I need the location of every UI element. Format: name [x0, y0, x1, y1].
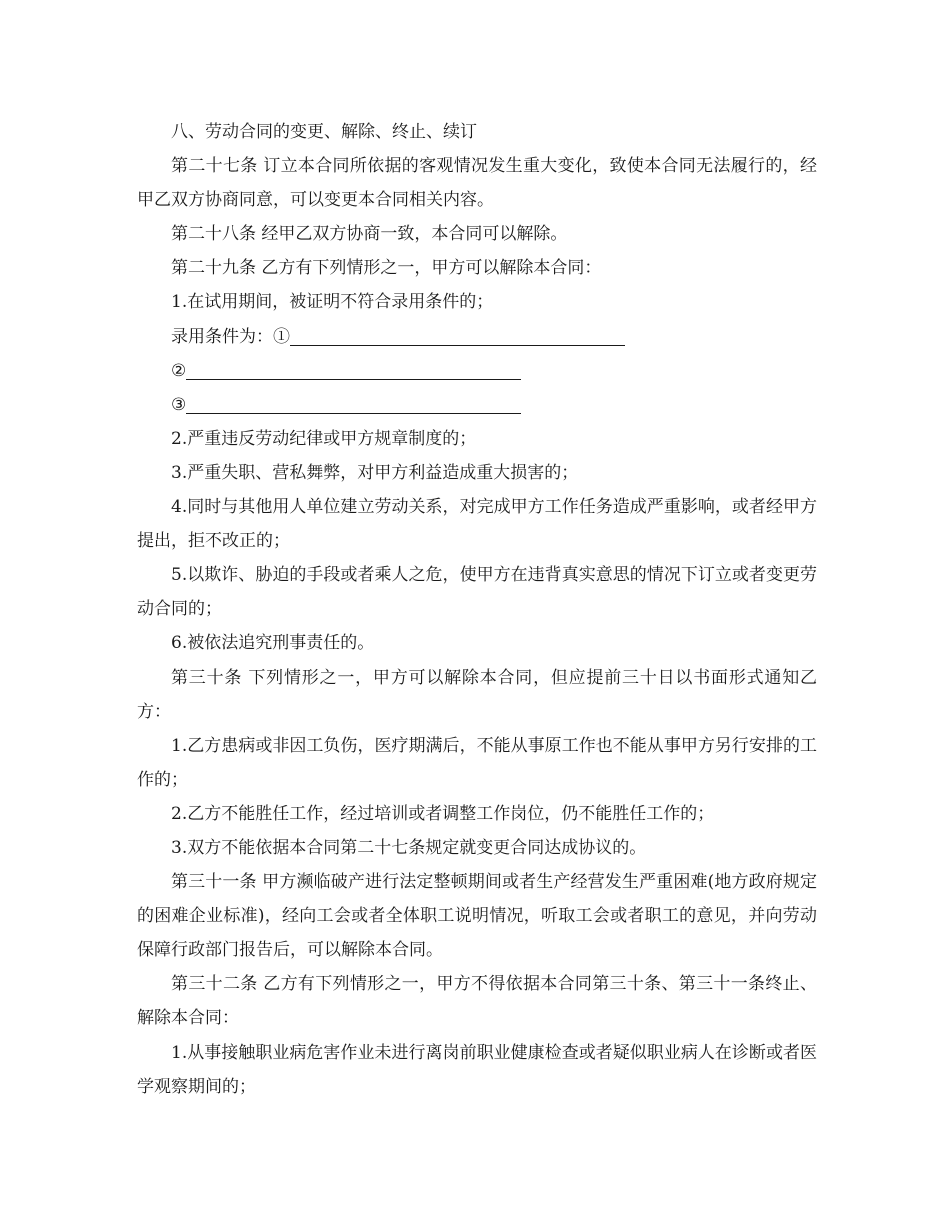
- hiring-conditions-line-3: [137, 388, 817, 422]
- article-29-item-3: 3.严重失职、营私舞弊，对甲方利益造成重大损害的；: [171, 462, 579, 483]
- hiring-conditions-label: 录用条件为：①: [171, 326, 290, 347]
- hiring-conditions-line-1: [137, 320, 817, 354]
- article-29-item-4: 4.同时与其他用人单位建立劳动关系，对完成甲方工作任务造成严重影响，或者经甲方提出，拒不改正的；: [137, 497, 817, 552]
- article-29-item-6: 6.被依法追究刑事责任的。: [171, 633, 375, 654]
- article-27: 第二十七条 订立本合同所依据的客观情况发生重大变化，致使本合同无法履行的，经甲乙双方协商同意，可以变更本合同相关内容。: [137, 156, 817, 211]
- condition-marker-3: ③: [171, 394, 187, 415]
- hiring-conditions-line-2: [137, 354, 817, 388]
- article-32: 第三十二条 乙方有下列情形之一，甲方不得依据本合同第三十条、第三十一条终止、解除本合同：: [137, 974, 817, 1029]
- document-body: [137, 115, 817, 1104]
- fill-in-blank-3: [186, 413, 521, 414]
- article-30-item-1: 1.乙方患病或非因工负伤，医疗期满后，不能从事原工作也不能从事甲方另行安排的工作的；: [137, 735, 817, 790]
- article-30: 第三十条 下列情形之一，甲方可以解除本合同，但应提前三十日以书面形式通知乙方：: [137, 667, 817, 722]
- fill-in-blank-2: [186, 379, 521, 380]
- section-heading: 八、劳动合同的变更、解除、终止、续订: [171, 122, 477, 142]
- article-32-item-1: 1.从事接触职业病危害作业未进行离岗前职业健康检查或者疑似职业病人在诊断或者医学观察期间的；: [137, 1042, 817, 1097]
- article-30-item-2: 2.乙方不能胜任工作，经过培训或者调整工作岗位，仍不能胜任工作的；: [171, 803, 715, 824]
- article-31: 第三十一条 甲方濒临破产进行法定整顿期间或者生产经营发生严重困难(地方政府规定的困难企业标准)，经向工会或者全体职工说明情况，听取工会或者职工的意见，并向劳动保障行政部门报告后，可以解除本合同。: [137, 872, 817, 961]
- article-29: 第二十九条 乙方有下列情形之一，甲方可以解除本合同：: [171, 258, 602, 279]
- article-29-item-1: 1.在试用期间，被证明不符合录用条件的；: [171, 292, 494, 313]
- article-29-item-5: 5.以欺诈、胁迫的手段或者乘人之危，使甲方在违背真实意思的情况下订立或者变更劳动合同的；: [137, 565, 817, 620]
- condition-marker-2: ②: [171, 360, 187, 381]
- article-28: 第二十八条 经甲乙双方协商一致，本合同可以解除。: [171, 224, 568, 245]
- fill-in-blank-1: [290, 345, 625, 346]
- article-30-item-3: 3.双方不能依据本合同第二十七条规定就变更合同达成协议的。: [171, 837, 647, 858]
- article-29-item-2: 2.严重违反劳动纪律或甲方规章制度的；: [171, 428, 477, 449]
